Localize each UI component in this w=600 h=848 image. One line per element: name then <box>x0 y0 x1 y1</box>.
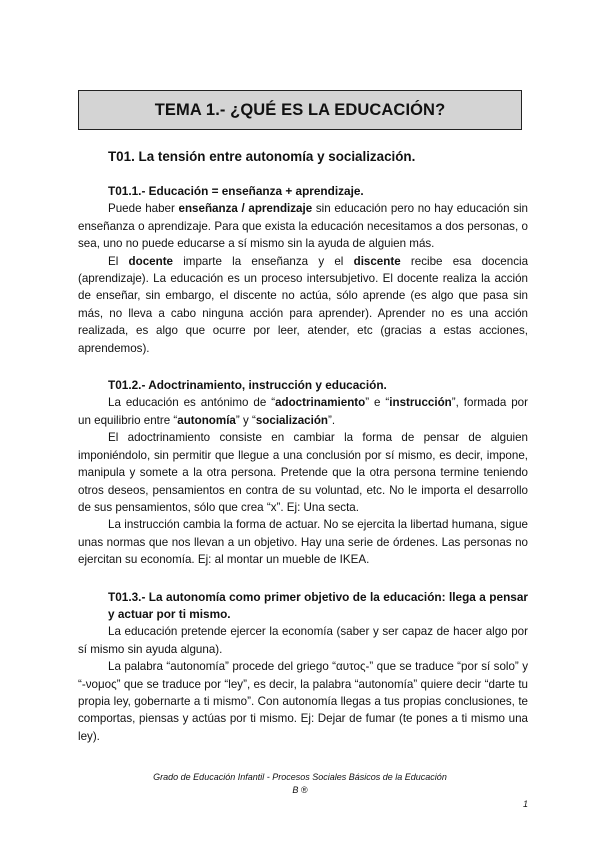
subsection-1-paragraph-2: El docente imparte la enseñanza y el discente recibe esa docencia (aprendizaje). La educación es un proceso intersubjetivo. El docente realiza la acción de enseñar, sin embargo, el discente no actúa, sólo aprende (es algo que pasa sin más, no lleva a cabo ninguna acción para aprender). Aprender no es una acción realizada, es algo que ocurre por leer, atender, etc (gracias a estas acciones, aprendemos). <box>78 254 529 355</box>
subsection-2-paragraph-3: La instrucción cambia la forma de actuar. No se ejercita la libertad humana, sigue unas normas que nos llevan a un objetivo. Hay una serie de órdenes. Las personas no ejercitan su economía. Ej: al montar un mueble de IKEA. <box>78 518 528 567</box>
page-number: 1 <box>522 799 528 809</box>
subsection-heading-3: T01.3.- La autonomía como primer objetivo de la educación: llega a pensar y actuar por ti mismo. <box>108 589 528 621</box>
subsection-3-paragraph-2: La palabra “autonomía” procede del griego “αυτος-” que se traduce “por sí solo” y “-νομος” que se traduce por “ley”, es decir, la palabra “autonomía” quiere decir “darte tu propia ley, gobernarte a ti mismo”. Con autonomía llegas a tus propias conclusiones, te comportas, piensas y actúas por ti mismo. Ej: Dejar de fumar (te pones a ti mismo una ley). <box>78 660 528 743</box>
subsection-1-paragraph-1: Puede haber enseñanza / aprendizaje sin educación pero no hay educación sin enseñanza o aprendizaje. Para que exista la educación necesitamos a dos personas, o sea, uno no puede educarse a sí mismo sin la ayuda de alguien más. <box>78 202 529 251</box>
term-socializacion: socialización <box>255 413 329 427</box>
subsection-3-paragraph-1: La educación pretende ejercer la economía (saber y ser capaz de hacer algo por sí mismo sin ayuda alguna). <box>78 625 528 656</box>
document-title-text: TEMA 1.- ¿QUÉ ES LA EDUCACIÓN? <box>154 100 446 119</box>
term-adoctrinamiento: adoctrinamiento <box>275 396 366 410</box>
section-heading: T01. La tensión entre autonomía y socialización. <box>108 149 416 164</box>
subsection-heading-2: T01.2.- Adoctrinamiento, instrucción y educación. <box>108 378 387 393</box>
subsection-2-paragraph-1: La educación es antónimo de “adoctrinamiento” e “instrucción”, formada por un equilibrio entre “autonomía” y “socialización”. <box>78 396 528 427</box>
subsection-heading-1: T01.1.- Educación = enseñanza + aprendizaje. <box>108 184 364 198</box>
footer-course-line: Grado de Educación Infantil - Procesos Sociales Básicos de la Educación <box>153 772 447 782</box>
term-instruccion: instrucción <box>389 396 452 410</box>
term-docente: docente <box>128 254 173 268</box>
footer-author-line: B ® <box>292 785 308 795</box>
term-autonomia: autonomía <box>177 413 236 427</box>
term-discente: discente <box>353 254 401 268</box>
term-ensenanza-aprendizaje: enseñanza / aprendizaje <box>178 202 313 216</box>
document-body <box>78 145 528 745</box>
document-title <box>78 90 522 130</box>
page-footer <box>0 771 600 797</box>
subsection-2-paragraph-2: El adoctrinamiento consiste en cambiar la forma de pensar de alguien imponiéndolo, sin permitir que llegue a una conclusión por sí mismo, es decir, impone, manipula y somete a la otra persona. Pretende que la otra persona termine teniendo otros deseos, pensamientos en contra de su voluntad, etc. No le importa el desarrollo de sus pensamientos, sólo que crea “x”. Ej: Una secta. <box>78 431 528 514</box>
